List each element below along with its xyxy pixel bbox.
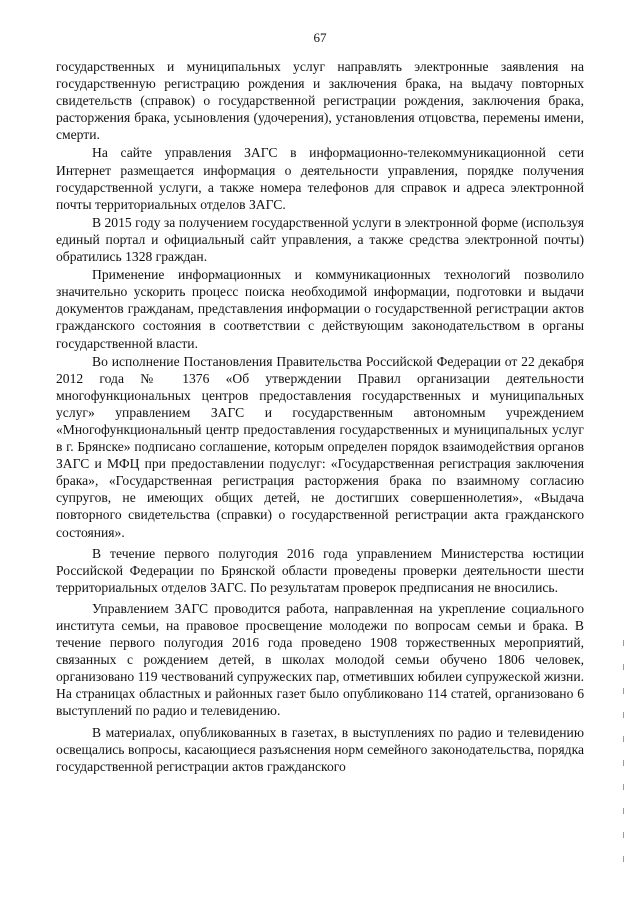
scan-mark [623, 784, 624, 790]
scan-mark [623, 760, 624, 766]
scan-mark [623, 664, 624, 670]
scan-mark [623, 712, 624, 718]
scan-mark [623, 640, 624, 646]
scan-mark [623, 688, 624, 694]
scan-mark [623, 808, 624, 814]
scan-mark [623, 832, 624, 838]
scan-mark [623, 856, 624, 862]
page-body [56, 58, 584, 775]
paragraph-information-technologies: Применение информационных и коммуникационных технологий позволило значительно ускорить процесс поиска необходимой информации, подготовки и выдачи документов гражданам, представления информации о государственной регистрации актов гражданского состояния в соответствии с действующим законодательством в органы государственной власти. [56, 267, 584, 351]
paragraph-continuation: государственных и муниципальных услуг направлять электронные заявления на государственную регистрацию рождения и заключения брака, на выдачу повторных свидетельств (справок) о государственной регистрации рождения, заключения брака, расторжения брака, усыновления (удочерения), установления отцовства, перемены имени, смерти. [56, 59, 584, 143]
paragraph-electronic-requests-2015: В 2015 году за получением государственной услуги в электронной форме (используя единый портал и официальный сайт управления, а также средства электронной почты) обратились 1328 граждан. [56, 214, 584, 265]
paragraph-mfc-agreement: Во исполнение Постановления Правительства Российской Федерации от 22 декабря 2012 года № 1376 «Об утверждении Правил организации деятельности многофункциональных центров предоставления государственных и муниципальных услуг» управлением ЗАГС и государственным автономным учреждением «Многофункциональный центр предоставления государственных и муниципальных услуг в г. Брянске» подписано соглашение, которым определен порядок взаимодействия органов ЗАГС и МФЦ при предоставлении подуслуг: «Государственная регистрация заключения брака», «Государственная регистрация расторжения брака по взаимному согласию супругов, не имеющих общих детей, не достигших совершеннолетия», «Выдача повторного свидетельства (справки) о государственной регистрации акта гражданского состояния». [56, 353, 584, 540]
paragraph-inspections: В течение первого полугодия 2016 года управлением Министерства юстиции Российской Федерации по Брянской области проведены проверки деятельности шести территориальных отделов ЗАГС. По результатам проверок предписания не вносились. [56, 545, 584, 595]
paragraph-zags-website: На сайте управления ЗАГС в информационно-телекоммуникационной сети Интернет размещается информация о деятельности управления, порядке получения государственной услуги, а также номера телефонов для справок и адреса электронной почты территориальных отделов ЗАГС. [56, 145, 584, 212]
paragraph-family-institute: Управлением ЗАГС проводится работа, направленная на укрепление социального института семьи, на правовое просвещение молодежи по вопросам семьи и брака. В течение первого полугодия 2016 года проведено 1908 торжественных мероприятий, связанных с рождением детей, в школах молодой семьи обучено 1806 человек, организовано 119 чествований супружеских пар, отметивших юбилеи супружеской жизни. На страницах областных и районных газет было опубликовано 114 статей, организовано 6 выступлений по радио и телевидению. [56, 600, 584, 719]
scan-mark [623, 736, 624, 742]
scan-margin-marks [620, 640, 628, 900]
paragraph-media-materials: В материалах, опубликованных в газетах, в выступлениях по радио и телевидению освещались вопросы, касающиеся разъяснения норм семейного законодательства, порядка государственной регистрации актов гражданского [56, 724, 584, 774]
page-number: 67 [313, 30, 327, 45]
